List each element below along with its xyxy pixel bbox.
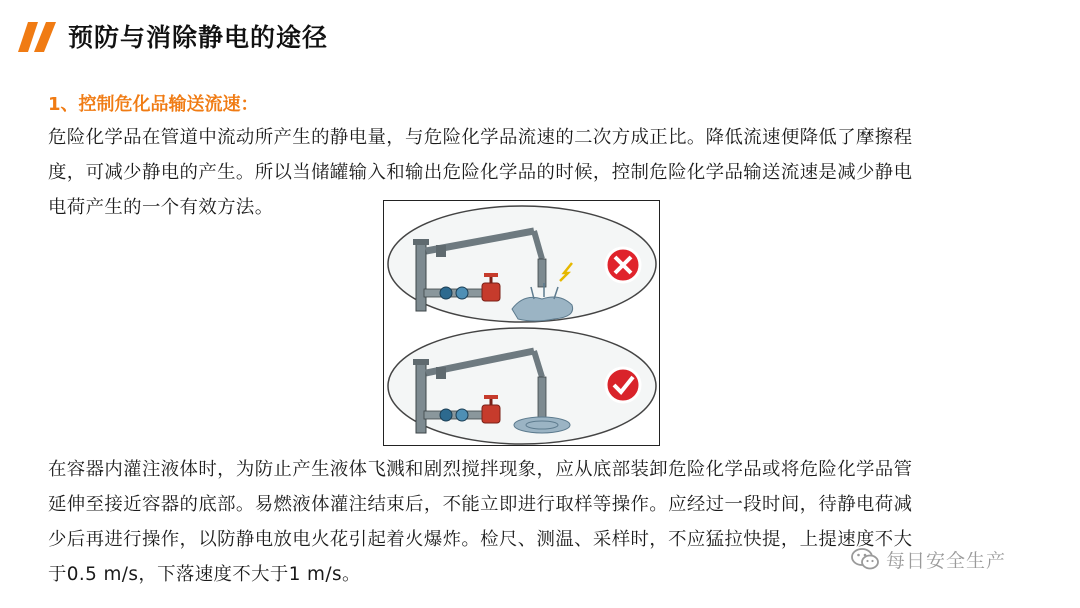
watermark xyxy=(850,543,1006,575)
wrong-method-panel xyxy=(388,206,656,322)
wechat-icon xyxy=(850,546,880,572)
illustration-drawing xyxy=(384,201,661,447)
pipe-filling-illustration xyxy=(383,200,660,446)
paragraph-2 xyxy=(48,452,912,592)
paragraph-1-line: 电荷产生的一个有效方法。 xyxy=(48,197,274,218)
paragraph-2-line: 延伸至接近容器的底部。易燃液体灌注结束后，不能立即进行取样等操作。应经过一段时间，待静电荷减 xyxy=(48,494,913,515)
paragraph-1-line: 危险化学品在管道中流动所产生的静电量，与危险化学品流速的二次方成正比。降低流速便降低了摩擦程 xyxy=(48,127,913,148)
paragraph-2-line: 于0.5 m/s，下落速度不大于1 m/s。 xyxy=(48,564,361,585)
watermark-text: 每日安全生产 xyxy=(886,549,1007,572)
correct-method-panel xyxy=(388,328,656,444)
paragraph-1-line: 度，可减少静电的产生。所以当储罐输入和输出危险化学品的时候，控制危险化学品输送流速是减少静电 xyxy=(48,162,913,183)
check-icon xyxy=(606,368,640,402)
cross-icon xyxy=(606,248,640,282)
paragraph-2-line: 少后再进行操作，以防静电放电火花引起着火爆炸。检尺、测温、采样时，不应猛拉快提，上提速度不大 xyxy=(48,529,913,550)
title-accent-icon xyxy=(12,18,62,54)
slide-title: 预防与消除静电的途径 xyxy=(68,23,329,52)
paragraph-2-line: 在容器内灌注液体时，为防止产生液体飞溅和剧烈搅拌现象，应从底部装卸危险化学品或将危险化学品管 xyxy=(48,459,913,480)
section-heading: 1、控制危化品输送流速： xyxy=(48,94,259,115)
